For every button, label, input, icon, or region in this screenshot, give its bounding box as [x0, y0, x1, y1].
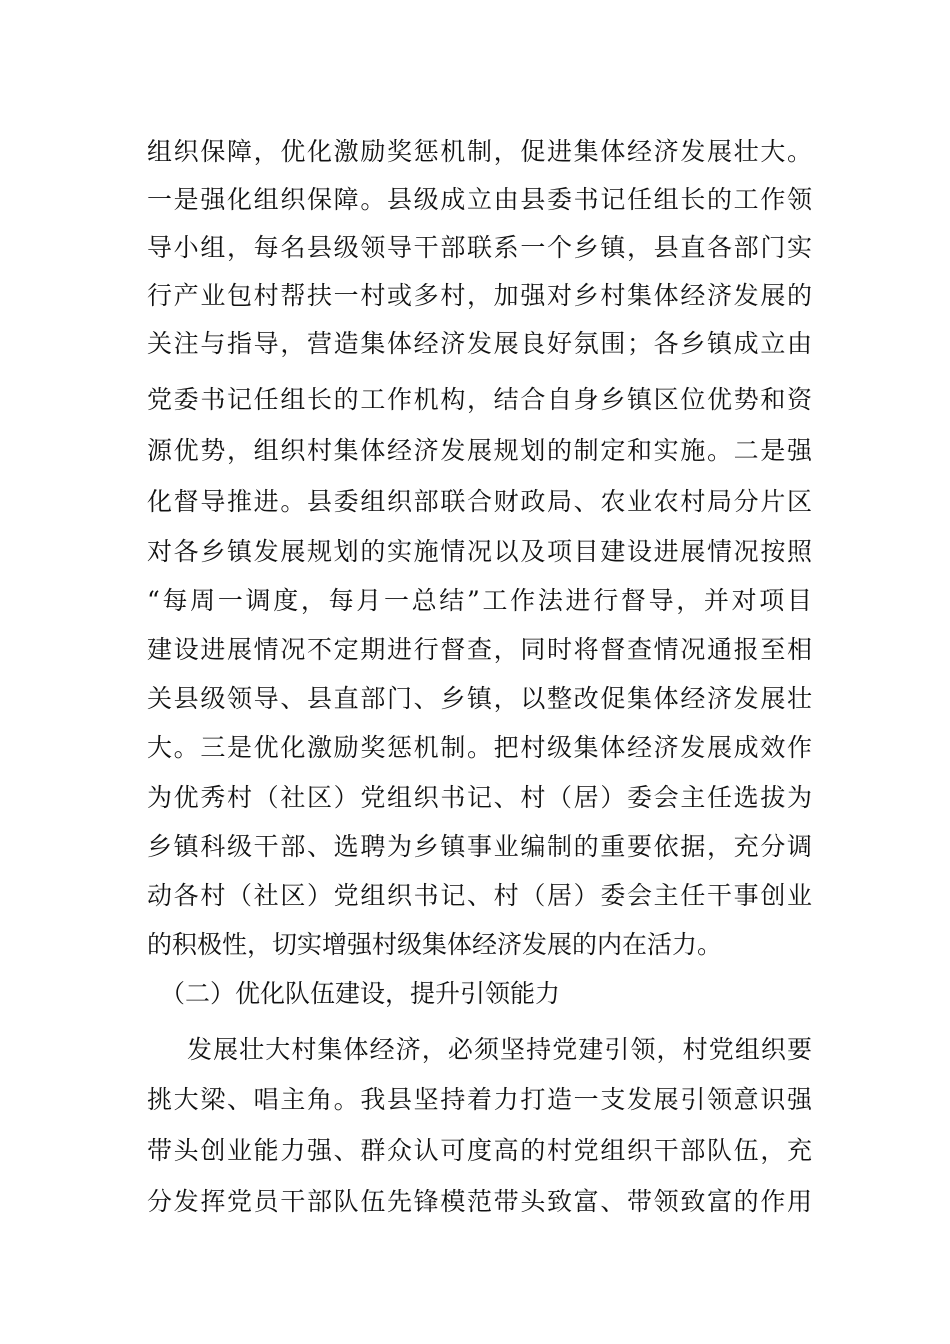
body-text-line: 发展壮大村集体经济，必须坚持党建引领，村党组织要 — [187, 1035, 812, 1064]
body-text-line: 党委书记任组长的工作机构，结合自身乡镇区位优势和资 — [147, 385, 812, 414]
body-text-line: 挑大梁、唱主角。我县坚持着力打造一支发展引领意识强 — [147, 1085, 812, 1114]
body-text-line: 乡镇科级干部、选聘为乡镇事业编制的重要依据，充分调 — [147, 832, 812, 861]
body-text-line: 关注与指导，营造集体经济发展良好氛围；各乡镇成立由 — [147, 329, 812, 358]
body-text-line: 行产业包村帮扶一村或多村，加强对乡村集体经济发展的 — [147, 281, 812, 310]
body-text-line: 分发挥党员干部队伍先锋模范带头致富、带领致富的作用 — [147, 1187, 812, 1216]
body-text-line: 的积极性，切实增强村级集体经济发展的内在活力。 — [147, 930, 723, 959]
section-heading: （二）优化队伍建设，提升引领能力 — [160, 979, 561, 1008]
body-text-line: 大。三是优化激励奖惩机制。把村级集体经济发展成效作 — [147, 733, 812, 762]
body-text-line: 关县级领导、县直部门、乡镇，以整改促集体经济发展壮 — [147, 684, 812, 713]
body-text-line: 化督导推进。县委组织部联合财政局、农业农村局分片区 — [147, 487, 812, 516]
body-text-line: 导小组，每名县级领导干部联系一个乡镇，县直各部门实 — [147, 233, 812, 262]
body-text-line: 为优秀村（社区）党组织书记、村（居）委会主任选拔为 — [147, 783, 812, 812]
body-text-line: 带头创业能力强、群众认可度高的村党组织干部队伍，充 — [147, 1136, 812, 1165]
body-text-line: 对各乡镇发展规划的实施情况以及项目建设进展情况按照 — [147, 537, 812, 566]
body-text-line: 源优势，组织村集体经济发展规划的制定和实施。二是强 — [147, 436, 812, 465]
body-text-line: 建设进展情况不定期进行督查，同时将督查情况通报至相 — [147, 635, 812, 664]
body-text-line: 动各村（社区）党组织书记、村（居）委会主任干事创业 — [147, 881, 812, 910]
body-text-line: 一是强化组织保障。县级成立由县委书记任组长的工作领 — [147, 185, 812, 214]
body-text-line: “每周一调度，每月一总结”工作法进行督导，并对项目 — [147, 586, 812, 615]
body-text-line: 组织保障，优化激励奖惩机制，促进集体经济发展壮大。 — [147, 137, 812, 166]
